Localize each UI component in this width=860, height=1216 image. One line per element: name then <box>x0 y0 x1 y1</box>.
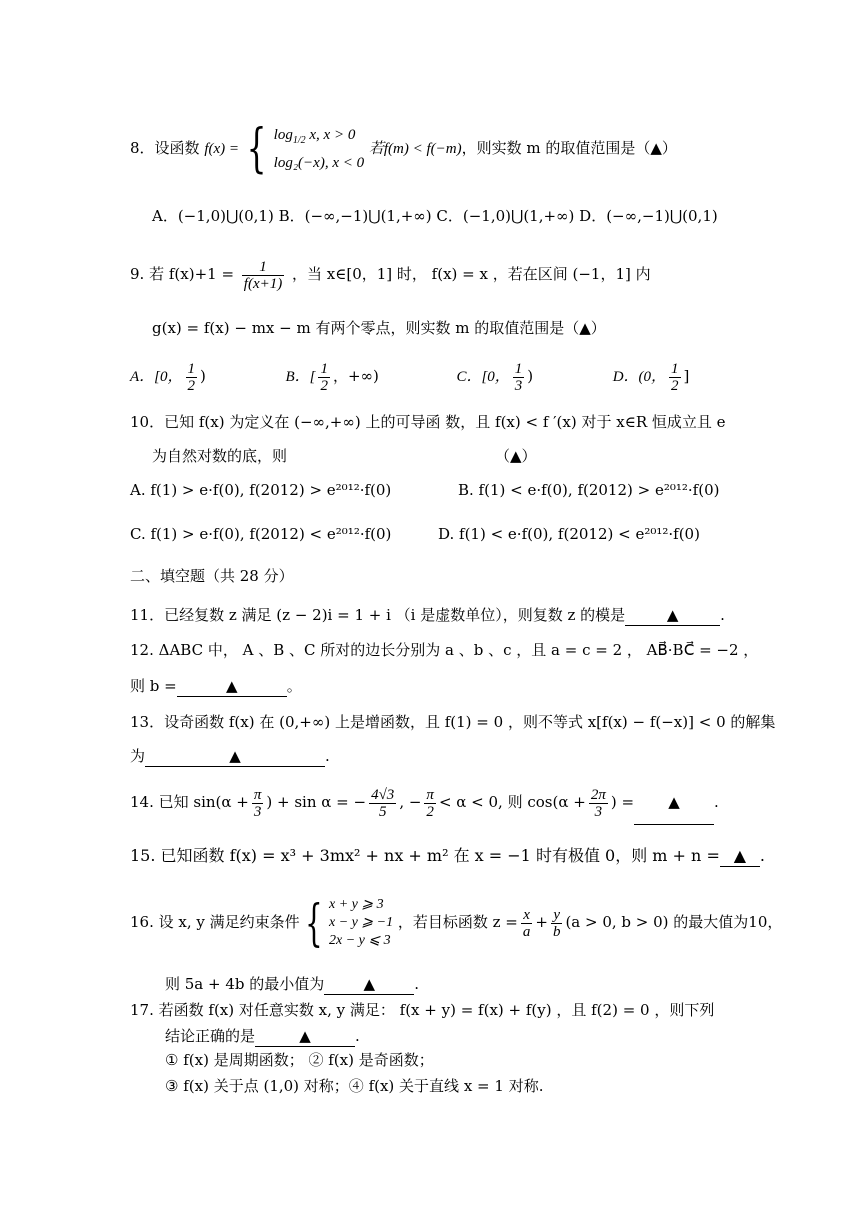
section-fill-in-title: 二、填空题（共 28 分） <box>130 567 294 585</box>
q10-line1: 10．已知 f(x) 为定义在 (−∞,+∞) 上的可导函 数，且 f(x) < f ′(x) 对于 x∈R 恒成立且 e <box>130 413 726 431</box>
q10-option-c: C. f(1) > e·f(0), f(2012) < e²⁰¹²·f(0) <box>130 525 392 543</box>
q13-line1: 13．设奇函数 f(x) 在 (0,+∞) 上是增函数，且 f(1) = 0 ，则不等式 x[f(x) − f(−x)] < 0 的解集 <box>130 713 776 731</box>
q13-line2: 为 ▲ . <box>130 747 330 765</box>
q16-line2: 则 5a + 4b 的最小值为 ▲ . <box>165 975 420 993</box>
q9-fraction: $\frac{1}{f(x+1)}$ <box>243 258 283 292</box>
q11-blank: ▲ <box>625 605 720 626</box>
q17-line3: ① f(x) 是周期函数； ② f(x) 是奇函数； <box>165 1051 434 1069</box>
q9-options <box>130 356 689 397</box>
q13-blank: ▲ <box>145 746 325 767</box>
q14-blank: ▲ <box>634 780 714 825</box>
q17-line4: ③ f(x) 关于点 (1,0) 对称；④ f(x) 关于直线 x = 1 对称. <box>165 1077 544 1095</box>
question-9: 9. 若 f(x)+1 = $\frac{1}{f(x+1)}$ ，当 x∈[0，1] 时， f(x) = x ，若在区间 (−1，1] 内 <box>130 258 651 292</box>
question-8 <box>130 118 677 179</box>
question-16: 16. 设 x, y 满足约束条件 { x + y ⩾ 3 x − y ⩾ −1 2x − y ⩽ 3 ，若目标函数 z = $\frac{x}{a}$ + $\frac{y}{b}$ (a > 0, b > 0) 的最大值为10， <box>130 894 783 952</box>
q10-option-a: A. f(1) > e·f(0), f(2012) > e²⁰¹²·f(0) <box>130 481 392 499</box>
q12-line2: 则 b = ▲ 。 <box>130 677 302 695</box>
question-15: 15. 已知函数 f(x) = x³ + 3mx² + nx + m² 在 x = −1 时有极值 0，则 m + n = ▲ . <box>130 846 765 865</box>
q10-line2: 为自然对数的底，则 （▲） <box>152 447 537 465</box>
q8-cases: $\log_{1/2} x$, x > 0 log₂(−x), x < 0 <box>273 127 365 171</box>
q8-options: A．(−1,0)⋃(0,1) B．(−∞,−1)⋃(1,+∞) C．(−1,0)⋃(1,+∞) D．(−∞,−1)⋃(0,1) <box>152 207 718 225</box>
q8-function: f(x) = <box>204 141 240 157</box>
q17-blank: ▲ <box>255 1026 355 1047</box>
q10-option-d: D. f(1) < e·f(0), f(2012) < e²⁰¹²·f(0) <box>438 525 700 543</box>
question-14: 14. 已知 sin(α + $\frac{\pi}{3}$ ) + sin α = − $\frac{4√3}{5}$ , − $\frac{\pi}{2}$ < α < 0, 则 cos(α + $\frac{2\pi}{3}$ ) = ▲ . <box>130 780 719 825</box>
q9-option-d: D．(0， $\frac{1}{2}$ ] <box>612 360 690 394</box>
q16-constraints: x + y ⩾ 3 x − y ⩾ −1 2x − y ⩽ 3 <box>329 897 394 948</box>
q9-option-a: A．[0， $\frac{1}{2}$ ) <box>130 360 206 394</box>
q8-brace: { <box>246 119 267 179</box>
q12-blank: ▲ <box>177 676 287 697</box>
q8-prefix: 8．设函数 <box>130 139 200 157</box>
q9-option-b: B．[ $\frac{1}{2}$ ，+∞) <box>285 360 379 394</box>
q10-option-b: B. f(1) < e·f(0), f(2012) > e²⁰¹²·f(0) <box>458 481 720 499</box>
q9-line2: g(x) = f(x) − mx − m 有两个零点，则实数 m 的取值范围是（▲） <box>152 319 606 337</box>
question-11: 11．已经复数 z 满足 (z − 2)i = 1 + i （i 是虚数单位），则复数 z 的模是 ▲ . <box>130 606 725 624</box>
q9-option-c: C．[0， $\frac{1}{3}$ ) <box>456 360 534 394</box>
q12-line1: 12. ΔABC 中， A 、B 、C 所对的边长分别为 a 、b 、c ，且 a = c = 2 ， AB⃗·BC⃗ = −2 ， <box>130 641 759 659</box>
q15-blank: ▲ <box>720 846 760 867</box>
q8-suffix: ，则实数 m 的取值范围是（▲） <box>461 139 677 157</box>
q17-line1: 17. 若函数 f(x) 对任意实数 x, y 满足： f(x + y) = f(x) + f(y) ，且 f(2) = 0 ，则下列 <box>130 1001 715 1019</box>
q8-condition: 若f(m) < f(−m) <box>368 141 462 157</box>
q16-blank: ▲ <box>324 974 414 995</box>
q17-line2: 结论正确的是 ▲ . <box>165 1027 360 1045</box>
